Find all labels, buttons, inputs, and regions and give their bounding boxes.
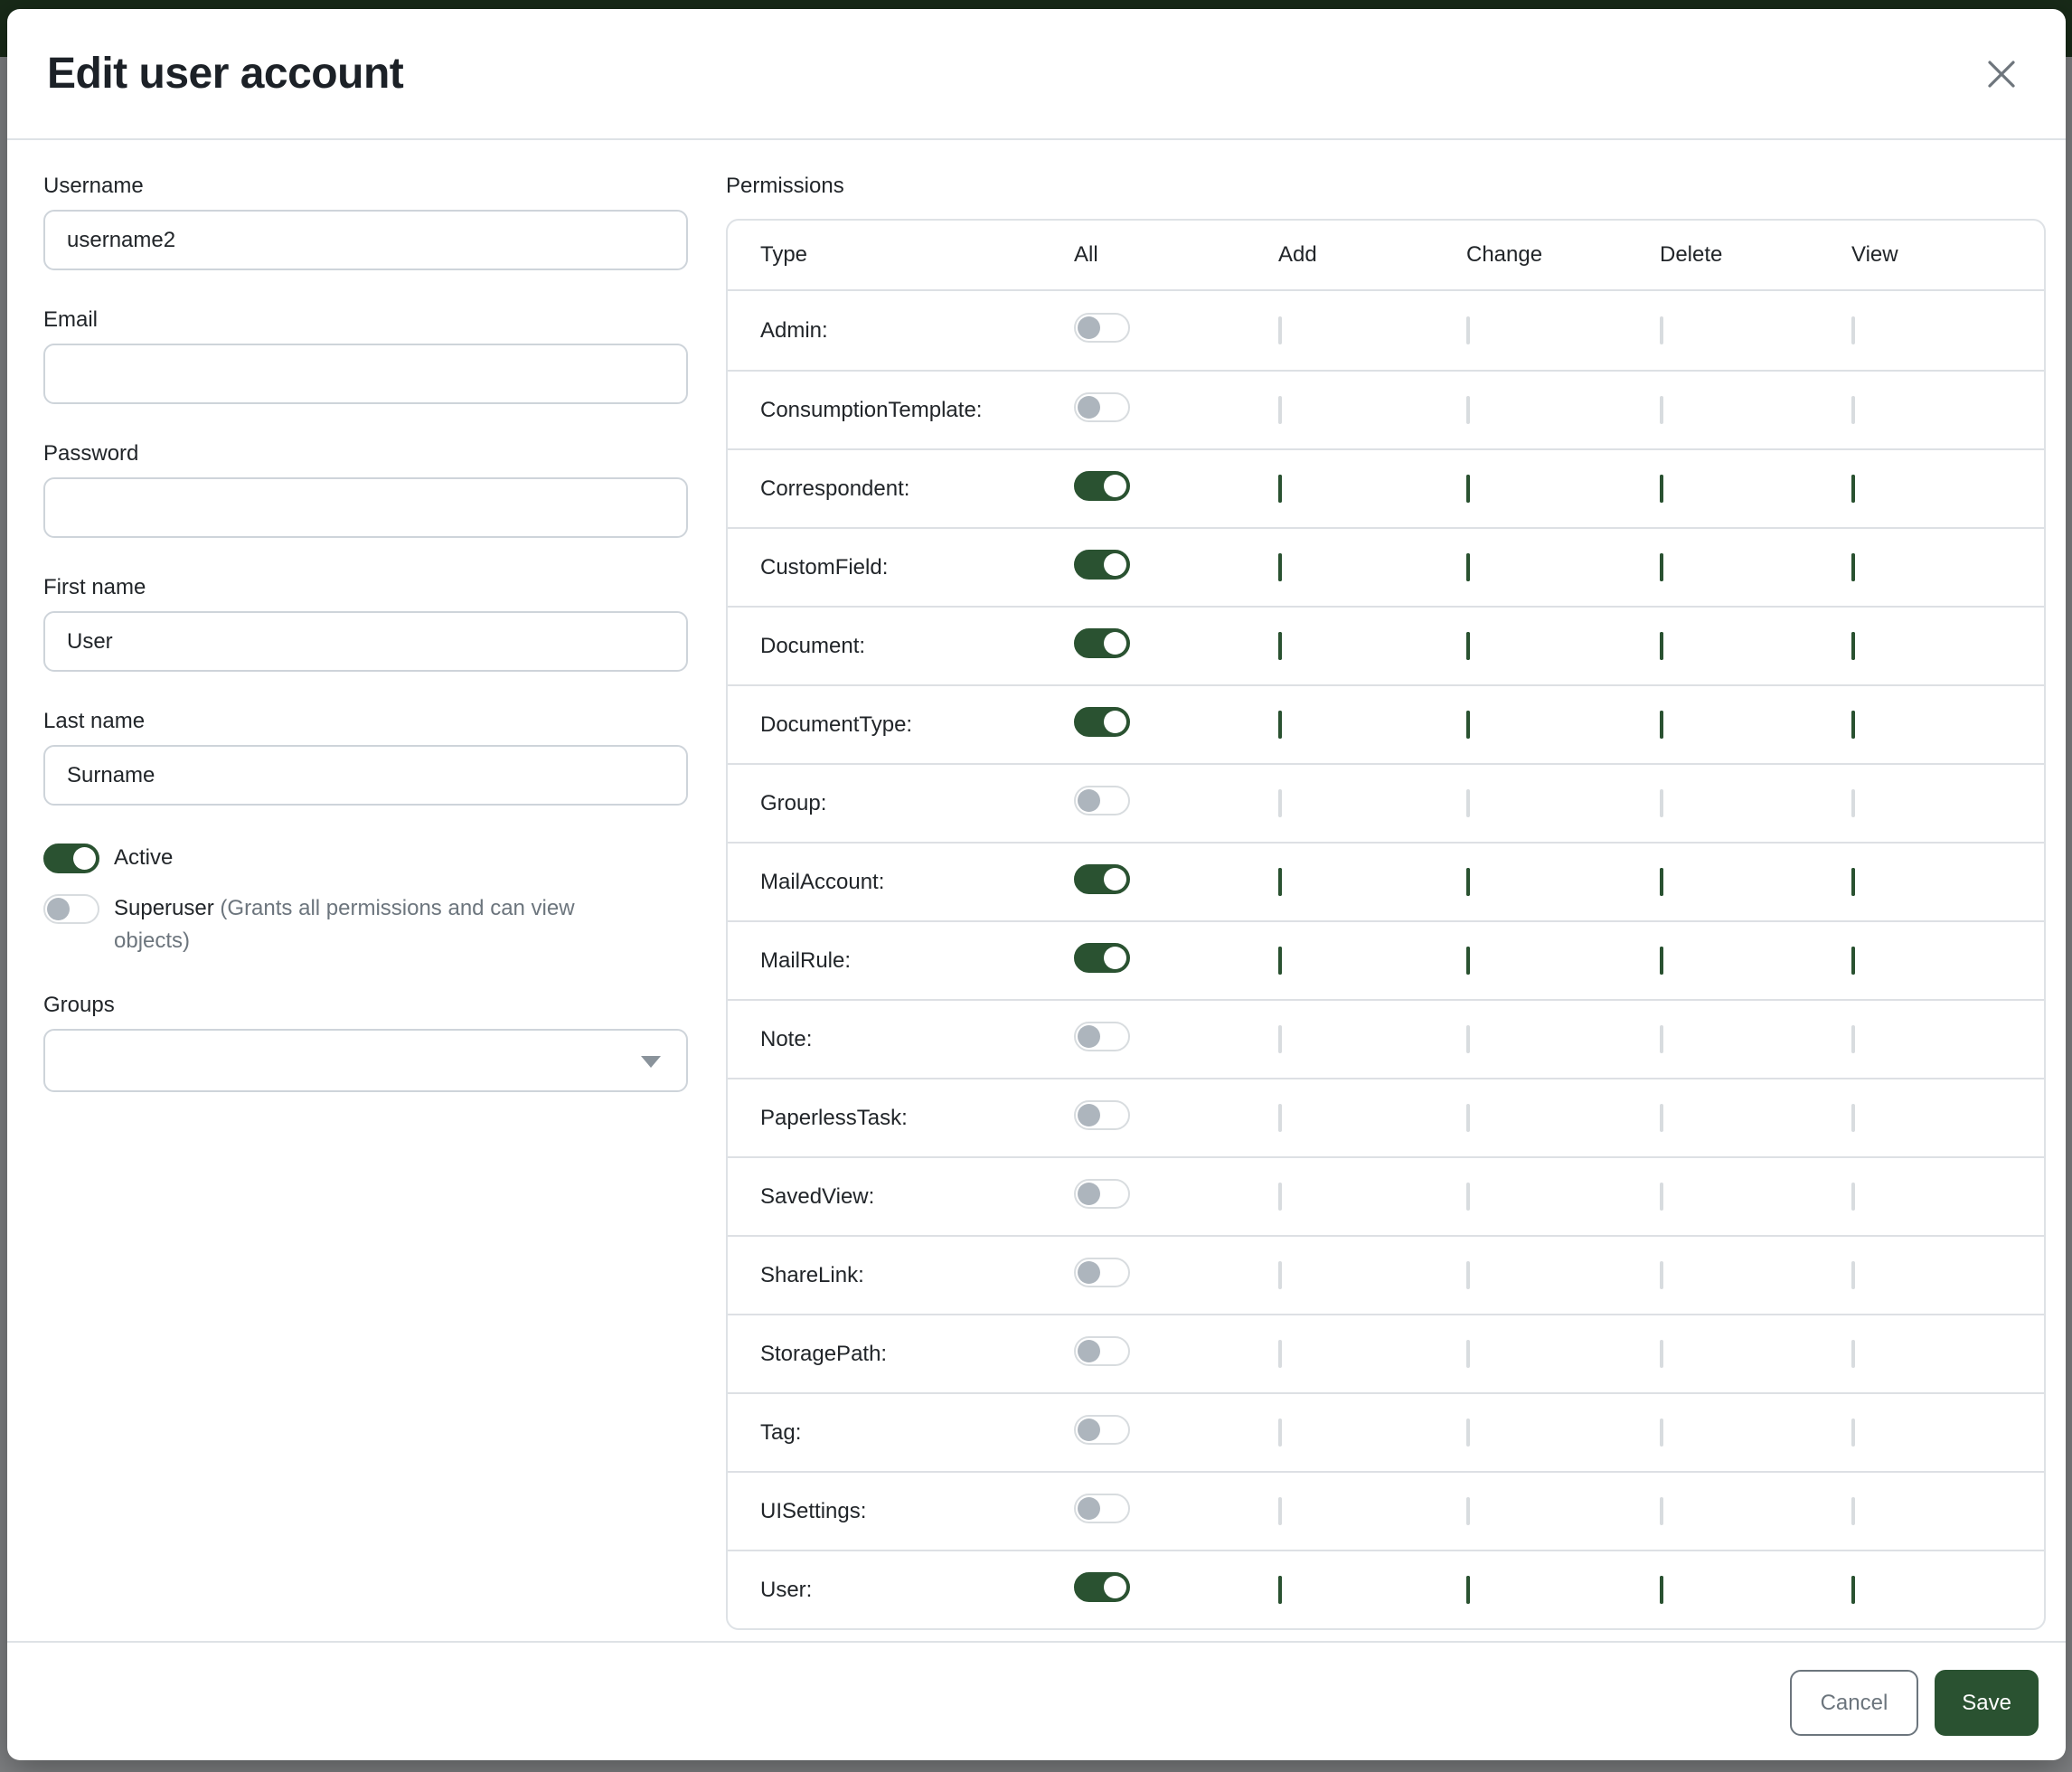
table-row (728, 999, 2044, 1078)
permissions-table-header (728, 221, 2044, 291)
page-title: Edit user account (47, 50, 404, 98)
permission-view-checkbox[interactable] (1851, 1104, 1855, 1132)
close-icon (1984, 80, 2019, 94)
save-button[interactable]: Save (1935, 1670, 2039, 1736)
cancel-button[interactable]: Cancel (1790, 1670, 1919, 1736)
table-row (728, 448, 2044, 527)
permission-type-label: UISettings: (760, 1498, 867, 1523)
superuser-toggle-row (43, 892, 688, 957)
permission-view-checkbox[interactable] (1851, 1025, 1855, 1053)
permission-change-checkbox[interactable] (1466, 316, 1470, 344)
permission-all-toggle[interactable] (1074, 471, 1130, 501)
table-row (728, 1314, 2044, 1392)
email-label: Email (43, 307, 99, 332)
modal-header (7, 9, 2066, 140)
permission-view-checkbox[interactable] (1851, 316, 1855, 344)
password-field[interactable] (43, 477, 688, 538)
permission-type-label: Note: (760, 1026, 813, 1051)
table-row (728, 1392, 2044, 1471)
permission-type-label: StoragePath: (760, 1341, 888, 1366)
permission-delete-checkbox[interactable] (1660, 868, 1663, 896)
table-row (728, 684, 2044, 763)
permission-change-checkbox[interactable] (1466, 396, 1470, 424)
permission-change-checkbox[interactable] (1466, 1497, 1470, 1525)
permission-all-toggle[interactable] (1074, 1258, 1130, 1287)
permission-add-checkbox[interactable] (1278, 1497, 1282, 1525)
permission-all-toggle[interactable] (1074, 313, 1130, 343)
table-row (728, 1550, 2044, 1628)
permission-type-label: SavedView: (760, 1183, 875, 1209)
permission-view-checkbox[interactable] (1851, 1340, 1855, 1368)
table-row (728, 370, 2044, 448)
password-label: Password (43, 441, 139, 466)
permission-add-checkbox[interactable] (1278, 475, 1282, 503)
permission-view-checkbox[interactable] (1851, 868, 1855, 896)
last-name-field-group (43, 708, 688, 806)
permission-view-checkbox[interactable] (1851, 1576, 1855, 1604)
permission-change-checkbox[interactable] (1466, 632, 1470, 660)
column-header-add: Add (1278, 242, 1317, 267)
permission-add-checkbox[interactable] (1278, 868, 1282, 896)
table-row (728, 291, 2044, 370)
column-header-view: View (1851, 242, 1898, 267)
permission-add-checkbox[interactable] (1278, 1183, 1282, 1211)
permission-delete-checkbox[interactable] (1660, 1183, 1663, 1211)
table-row (728, 1235, 2044, 1314)
permission-all-toggle[interactable] (1074, 628, 1130, 658)
permission-all-toggle[interactable] (1074, 550, 1130, 580)
column-header-all: All (1074, 242, 1098, 267)
first-name-field-group (43, 574, 688, 672)
permission-add-checkbox[interactable] (1278, 396, 1282, 424)
permission-delete-checkbox[interactable] (1660, 1576, 1663, 1604)
column-header-change: Change (1466, 242, 1543, 267)
permission-all-toggle[interactable] (1074, 1022, 1130, 1051)
table-row (728, 606, 2044, 684)
column-header-delete: Delete (1660, 242, 1723, 267)
permission-view-checkbox[interactable] (1851, 475, 1855, 503)
permission-change-checkbox[interactable] (1466, 1340, 1470, 1368)
permission-change-checkbox[interactable] (1466, 711, 1470, 739)
first-name-field[interactable] (43, 611, 688, 672)
username-label: Username (43, 174, 144, 198)
permission-add-checkbox[interactable] (1278, 553, 1282, 581)
permission-change-checkbox[interactable] (1466, 947, 1470, 975)
permission-view-checkbox[interactable] (1851, 396, 1855, 424)
permission-type-label: PaperlessTask: (760, 1105, 908, 1130)
permission-all-toggle[interactable] (1074, 1494, 1130, 1523)
close-button[interactable] (1977, 50, 2026, 99)
permission-view-checkbox[interactable] (1851, 553, 1855, 581)
permission-add-checkbox[interactable] (1278, 1261, 1282, 1289)
table-row (728, 842, 2044, 920)
username-field-group (43, 173, 688, 270)
permission-type-label: Document: (760, 633, 866, 658)
first-name-label: First name (43, 575, 146, 599)
username-input[interactable] (43, 210, 688, 270)
permission-all-toggle[interactable] (1074, 707, 1130, 737)
permission-delete-checkbox[interactable] (1660, 316, 1663, 344)
permission-view-checkbox[interactable] (1851, 711, 1855, 739)
permission-add-checkbox[interactable] (1278, 711, 1282, 739)
permission-add-checkbox[interactable] (1278, 1340, 1282, 1368)
permission-delete-checkbox[interactable] (1660, 475, 1663, 503)
permissions-table-body (728, 291, 2044, 1628)
permission-all-toggle[interactable] (1074, 392, 1130, 422)
permission-add-checkbox[interactable] (1278, 316, 1282, 344)
table-row (728, 920, 2044, 999)
permission-all-toggle[interactable] (1074, 864, 1130, 894)
table-row (728, 1156, 2044, 1235)
permissions-table (726, 219, 2046, 1630)
permission-all-toggle[interactable] (1074, 943, 1130, 973)
permission-view-checkbox[interactable] (1851, 947, 1855, 975)
permission-all-toggle[interactable] (1074, 786, 1130, 815)
permission-type-label: ConsumptionTemplate: (760, 397, 983, 422)
permission-change-checkbox[interactable] (1466, 1419, 1470, 1447)
permission-view-checkbox[interactable] (1851, 1183, 1855, 1211)
table-row (728, 1471, 2044, 1550)
table-row (728, 763, 2044, 842)
permission-add-checkbox[interactable] (1278, 1419, 1282, 1447)
permission-delete-checkbox[interactable] (1660, 1419, 1663, 1447)
permission-type-label: MailAccount: (760, 869, 885, 894)
permission-change-checkbox[interactable] (1466, 1104, 1470, 1132)
permissions-column (726, 173, 2046, 1630)
permission-view-checkbox[interactable] (1851, 1497, 1855, 1525)
caret-down-icon (641, 1056, 661, 1068)
permission-type-label: Tag: (760, 1419, 802, 1445)
groups-select[interactable] (43, 1029, 688, 1092)
permission-all-toggle[interactable] (1074, 1100, 1130, 1130)
permission-add-checkbox[interactable] (1278, 632, 1282, 660)
last-name-label: Last name (43, 709, 146, 733)
permission-all-toggle[interactable] (1074, 1336, 1130, 1366)
table-row (728, 1078, 2044, 1156)
permission-delete-checkbox[interactable] (1660, 1340, 1663, 1368)
active-label: Active (114, 845, 174, 870)
permission-change-checkbox[interactable] (1466, 1576, 1470, 1604)
permission-change-checkbox[interactable] (1466, 789, 1470, 817)
superuser-label-block (114, 892, 656, 957)
superuser-hint: (Grants all permissions and can view objects) (114, 896, 575, 953)
permission-delete-checkbox[interactable] (1660, 711, 1663, 739)
edit-user-modal (7, 9, 2066, 1760)
email-field-group (43, 306, 688, 404)
permission-type-label: MailRule: (760, 947, 852, 973)
permission-change-checkbox[interactable] (1466, 1183, 1470, 1211)
email-field[interactable] (43, 344, 688, 404)
permission-add-checkbox[interactable] (1278, 1025, 1282, 1053)
permission-add-checkbox[interactable] (1278, 789, 1282, 817)
permission-type-label: User: (760, 1577, 813, 1602)
groups-field-group (43, 992, 688, 1092)
permission-delete-checkbox[interactable] (1660, 1025, 1663, 1053)
permission-delete-checkbox[interactable] (1660, 789, 1663, 817)
permission-add-checkbox[interactable] (1278, 1576, 1282, 1604)
active-toggle[interactable] (43, 844, 99, 873)
permission-all-toggle[interactable] (1074, 1572, 1130, 1602)
permission-change-checkbox[interactable] (1466, 475, 1470, 503)
user-form-column (43, 173, 688, 1630)
permission-type-label: Admin: (760, 317, 828, 343)
permission-view-checkbox[interactable] (1851, 789, 1855, 817)
permission-delete-checkbox[interactable] (1660, 632, 1663, 660)
permissions-label: Permissions (726, 174, 844, 198)
permission-type-label: Correspondent: (760, 476, 910, 501)
permission-add-checkbox[interactable] (1278, 947, 1282, 975)
groups-label: Groups (43, 993, 115, 1017)
password-field-group (43, 440, 688, 538)
table-row (728, 527, 2044, 606)
permission-change-checkbox[interactable] (1466, 1025, 1470, 1053)
permission-type-label: ShareLink: (760, 1262, 864, 1287)
permission-delete-checkbox[interactable] (1660, 553, 1663, 581)
last-name-field[interactable] (43, 745, 688, 806)
permission-type-label: CustomField: (760, 554, 889, 580)
column-header-type: Type (760, 242, 808, 267)
active-toggle-row (43, 842, 688, 874)
permission-change-checkbox[interactable] (1466, 868, 1470, 896)
permission-change-checkbox[interactable] (1466, 1261, 1470, 1289)
modal-body (7, 140, 2066, 1641)
permission-all-toggle[interactable] (1074, 1415, 1130, 1445)
permission-add-checkbox[interactable] (1278, 1104, 1282, 1132)
permission-type-label: DocumentType: (760, 712, 913, 737)
superuser-label: Superuser (114, 896, 214, 920)
permission-delete-checkbox[interactable] (1660, 1497, 1663, 1525)
permission-view-checkbox[interactable] (1851, 1419, 1855, 1447)
permission-type-label: Group: (760, 790, 827, 815)
permission-view-checkbox[interactable] (1851, 632, 1855, 660)
permission-delete-checkbox[interactable] (1660, 396, 1663, 424)
superuser-toggle[interactable] (43, 894, 99, 924)
permission-delete-checkbox[interactable] (1660, 947, 1663, 975)
permission-all-toggle[interactable] (1074, 1179, 1130, 1209)
permission-delete-checkbox[interactable] (1660, 1261, 1663, 1289)
permission-view-checkbox[interactable] (1851, 1261, 1855, 1289)
modal-footer (7, 1641, 2066, 1762)
permission-change-checkbox[interactable] (1466, 553, 1470, 581)
permission-delete-checkbox[interactable] (1660, 1104, 1663, 1132)
